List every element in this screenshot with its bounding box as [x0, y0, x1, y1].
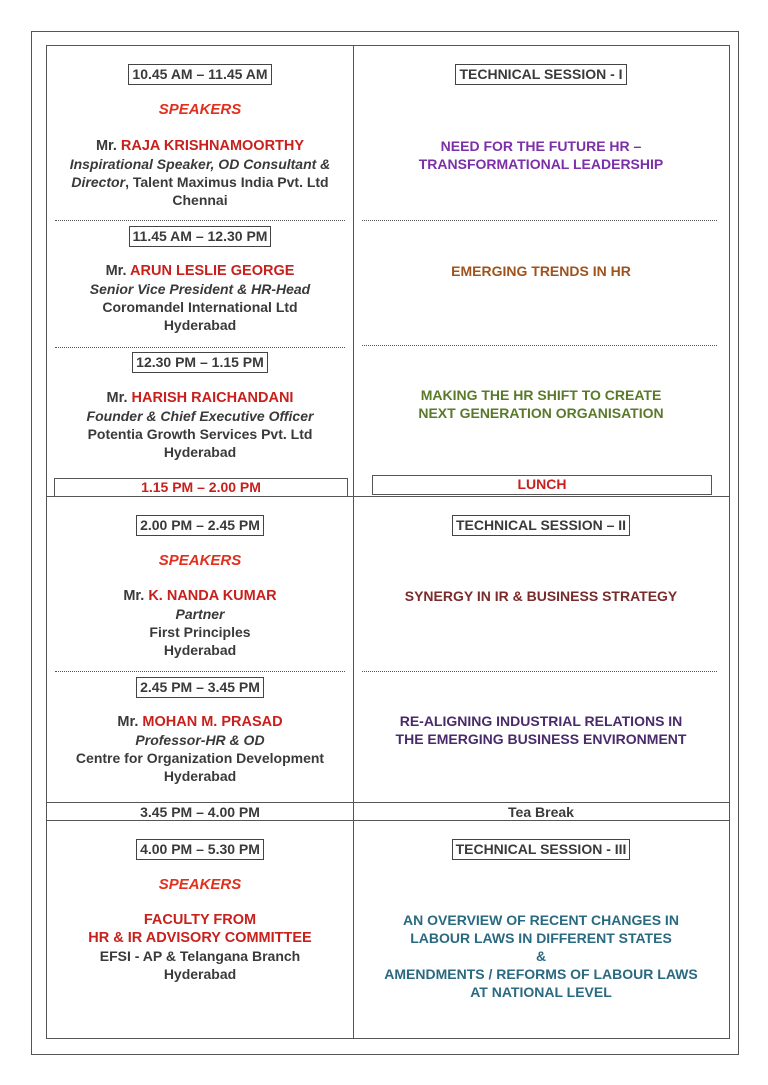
speaker-city: Hyderabad: [163, 768, 237, 784]
time-slot: [47, 839, 353, 860]
dotted-divider: [362, 671, 717, 672]
speaker-name: Mr. MOHAN M. PRASAD: [117, 714, 283, 730]
session-topic: MAKING THE HR SHIFT TO CREATE NEXT GENERATION ORGANISATION: [418, 387, 664, 421]
time-label: 12.30 PM – 1.15 PM: [132, 352, 268, 373]
session-label: TECHNICAL SESSION - III: [452, 839, 631, 860]
speaker-card: [47, 713, 353, 785]
time-label: 2.00 PM – 2.45 PM: [136, 515, 264, 536]
speaker-name: Mr. HARISH RAICHANDANI: [106, 390, 294, 406]
column-divider: [353, 45, 354, 1038]
speaker-role: Founder & Chief Executive Officer: [86, 408, 314, 424]
speaker-org: Coromandel International Ltd: [102, 299, 298, 315]
time-label: 11.45 AM – 12.30 PM: [129, 226, 272, 247]
speaker-city: Hyderabad: [163, 642, 237, 658]
session-heading: [354, 839, 728, 860]
session-topic: SYNERGY IN IR & BUSINESS STRATEGY: [404, 588, 678, 604]
speaker-role: Professor-HR & OD: [135, 732, 265, 748]
speaker-city: Hyderabad: [163, 966, 237, 982]
speaker-card: [47, 137, 353, 209]
dotted-divider: [55, 220, 345, 221]
speaker-org: Centre for Organization Development: [75, 750, 325, 766]
session-topic: RE-ALIGNING INDUSTRIAL RELATIONS IN THE EMERGING BUSINESS ENVIRONMENT: [395, 713, 687, 747]
speaker-role: Senior Vice President & HR-Head: [89, 281, 311, 297]
lunch-label: LUNCH: [372, 475, 712, 495]
session-label: TECHNICAL SESSION – II: [452, 515, 630, 536]
time-slot: [47, 352, 353, 373]
speaker-org: EFSI - AP & Telangana Branch: [99, 948, 301, 964]
time-slot: [47, 226, 353, 247]
time-slot: [47, 64, 353, 85]
speaker-org: First Principles: [149, 624, 251, 640]
dotted-divider: [55, 671, 345, 672]
speaker-role: Inspirational Speaker, OD Consultant &: [69, 156, 331, 172]
speaker-city: Chennai: [172, 192, 228, 208]
speaker-name: Mr. RAJA KRISHNAMOORTHY: [95, 138, 305, 154]
speaker-card: [47, 389, 353, 461]
tea-break-label: Tea Break: [508, 804, 574, 820]
session-label: TECHNICAL SESSION - I: [455, 64, 626, 85]
session-topic: AN OVERVIEW OF RECENT CHANGES IN LABOUR LAWS IN DIFFERENT STATES & AMENDMENTS / REFORMS OF LABOUR LAWS AT NATIONAL LEVEL: [384, 912, 698, 1000]
speaker-city: Hyderabad: [163, 444, 237, 460]
speaker-name: Mr. K. NANDA KUMAR: [123, 588, 277, 604]
time-slot: [47, 677, 353, 698]
speakers-heading: SPEAKERS: [158, 552, 242, 569]
speaker-card: [47, 262, 353, 334]
lunch-time: 1.15 PM – 2.00 PM: [54, 478, 348, 497]
tea-break-time: 3.45 PM – 4.00 PM: [140, 804, 260, 820]
speakers-heading: SPEAKERS: [158, 101, 242, 118]
dotted-divider: [362, 220, 717, 221]
speaker-name: Mr. ARUN LESLIE GEORGE: [105, 263, 295, 279]
dotted-divider: [362, 345, 717, 346]
speaker-card: [47, 911, 353, 983]
session-heading: [354, 64, 728, 85]
speaker-role: Partner: [175, 606, 225, 622]
session-topic: EMERGING TRENDS IN HR: [451, 263, 631, 279]
speakers-heading: SPEAKERS: [158, 876, 242, 893]
speaker-name: HR & IR ADVISORY COMMITTEE: [88, 930, 312, 946]
time-label: 2.45 PM – 3.45 PM: [136, 677, 264, 698]
speaker-card: [47, 587, 353, 659]
time-label: 4.00 PM – 5.30 PM: [136, 839, 264, 860]
session-topic: NEED FOR THE FUTURE HR – TRANSFORMATIONAL LEADERSHIP: [418, 138, 664, 172]
dotted-divider: [55, 347, 345, 348]
time-slot: [47, 515, 353, 536]
time-label: 10.45 AM – 11.45 AM: [128, 64, 271, 85]
speaker-org: Potentia Growth Services Pvt. Ltd: [87, 426, 313, 442]
speaker-city: Hyderabad: [163, 317, 237, 333]
speaker-name: FACULTY FROM: [143, 912, 257, 928]
speaker-org: Director, Talent Maximus India Pvt. Ltd: [71, 174, 329, 190]
session-heading: [354, 515, 728, 536]
